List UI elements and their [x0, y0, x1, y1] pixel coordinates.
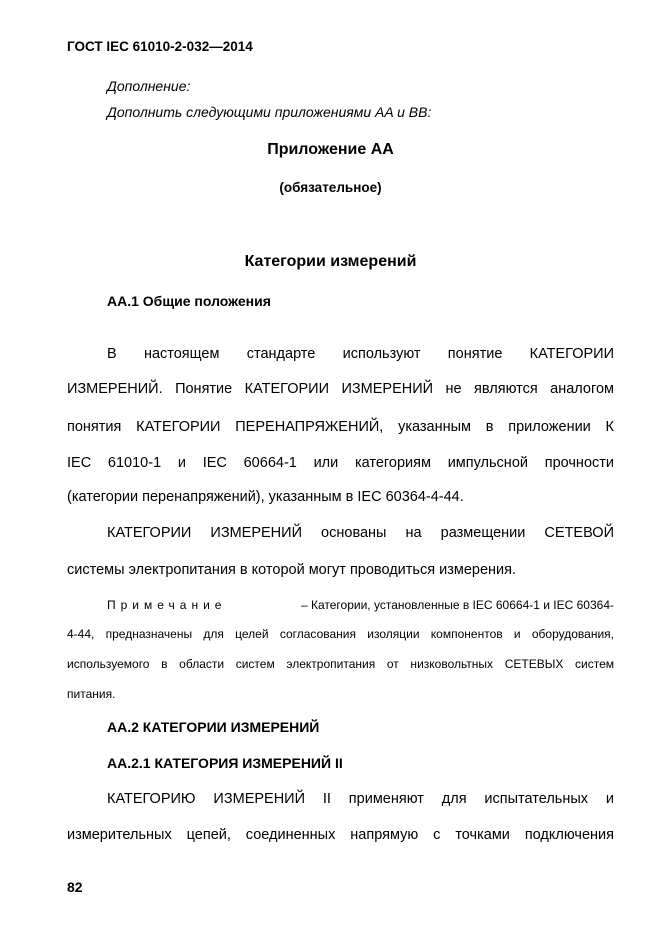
- note-line1-text: – Категории, установленные в IEC 60664-1 и IEC 60364-: [300, 598, 614, 612]
- para2-line2: системы электропитания в которой могут проводиться измерения.: [67, 562, 516, 578]
- para1-line5: (категории перенапряжений), указанным в IEC 60364-4-44.: [67, 489, 464, 505]
- note-line1: [107, 598, 614, 612]
- annex-status: (обязательное): [279, 180, 382, 195]
- para3-line1: КАТЕГОРИЮ ИЗМЕРЕНИЙ II применяют для испытательных и: [107, 791, 614, 807]
- document-header: ГОСТ IEC 61010-2-032—2014: [67, 39, 253, 54]
- note-label: Примечание: [107, 598, 227, 612]
- para1-line3: понятия КАТЕГОРИИ ПЕРЕНАПРЯЖЕНИЙ, указанным в приложении К: [67, 419, 614, 435]
- note-line2: 4-44, предназначены для целей согласования изоляции компонентов и оборудования,: [67, 627, 614, 641]
- intro-text: Дополнить следующими приложениями AA и BB:: [107, 104, 432, 120]
- section-aa21-title: АА.2.1 КАТЕГОРИЯ ИЗМЕРЕНИЙ II: [107, 755, 343, 771]
- section-aa2-title: АА.2 КАТЕГОРИИ ИЗМЕРЕНИЙ: [107, 719, 320, 735]
- para3-line2: измерительных цепей, соединенных напрямую с точками подключения: [67, 827, 614, 843]
- note-line4: питания.: [67, 687, 116, 701]
- para1-line2: ИЗМЕРЕНИЙ. Понятие КАТЕГОРИИ ИЗМЕРЕНИЙ не являются аналогом: [67, 381, 614, 397]
- intro-label: Дополнение:: [107, 78, 191, 94]
- page-number: 82: [67, 879, 83, 895]
- note-line3: используемого в области систем электропитания от низковольтных СЕТЕВЫХ систем: [67, 657, 614, 671]
- para1-line1: В настоящем стандарте используют понятие КАТЕГОРИИ: [107, 346, 614, 362]
- para1-line4: IEC 61010-1 и IEC 60664-1 или категориям импульсной прочности: [67, 455, 614, 471]
- annex-heading: Категории измерений: [244, 253, 417, 270]
- para2-line1: КАТЕГОРИИ ИЗМЕРЕНИЙ основаны на размещении СЕТЕВОЙ: [107, 525, 614, 541]
- annex-title: Приложение АА: [267, 141, 394, 158]
- section-aa1-title: АА.1 Общие положения: [107, 293, 271, 309]
